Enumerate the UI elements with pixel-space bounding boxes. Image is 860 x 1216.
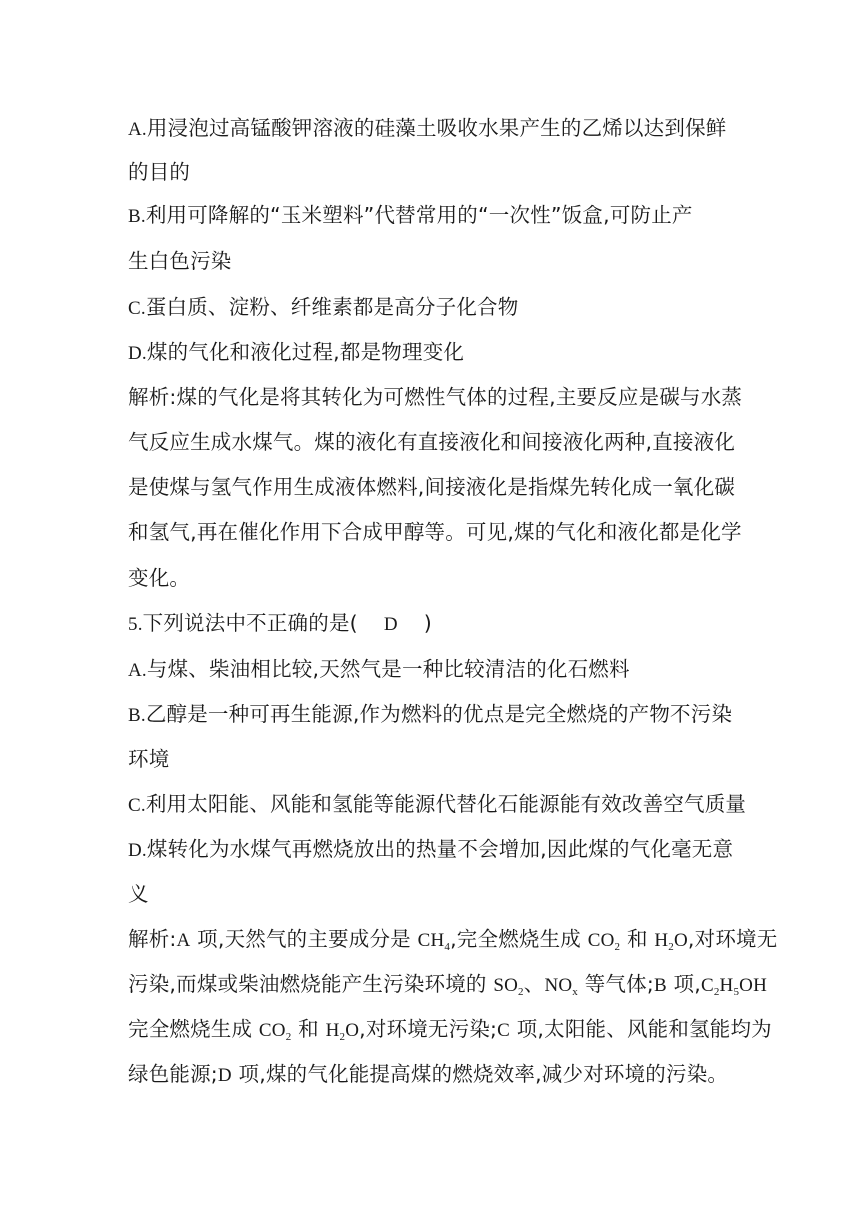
analysis-text: ,对环境无 (687, 927, 778, 951)
option-ref: C (497, 1020, 511, 1041)
analysis-text: 项,太阳能、风能和氢能均为 (510, 1017, 772, 1041)
q4-option-d (128, 337, 464, 369)
analysis-text: 和 (620, 927, 655, 951)
option-letter: B. (128, 206, 146, 227)
q5-analysis-line3 (128, 1014, 772, 1048)
formula-text: NO (544, 975, 573, 996)
q5-option-b-line1 (128, 699, 732, 731)
formula-text: SO (493, 975, 519, 996)
option-letter: A. (128, 660, 147, 681)
analysis-text: 完全燃烧生成 (128, 1017, 259, 1041)
option-letter: C. (128, 298, 146, 319)
analysis-text: 等气体; (578, 972, 654, 996)
option-text: 煤转化为水煤气再燃烧放出的热量不会增加,因此煤的气化毫无意 (146, 837, 734, 861)
option-text: 利用可降解的“玉米塑料”代替常用的“一次性”饭盒,可防止产 (145, 203, 693, 227)
q4-option-b-line2: 生白色污染 (128, 249, 232, 273)
q4-option-c (128, 292, 518, 324)
option-letter: A. (128, 119, 147, 140)
formula-text: OH (739, 975, 767, 996)
formula-subscript: 2 (518, 986, 524, 998)
analysis-text: 项, (666, 972, 701, 996)
formula-subscript: 4 (444, 941, 451, 953)
q5-analysis-line1 (128, 924, 777, 958)
option-text: 利用太阳能、风能和氢能等能源代替化石能源能有效改善空气质量 (145, 792, 747, 816)
q5-analysis-line4 (128, 1059, 728, 1091)
option-letter: B. (128, 705, 146, 726)
formula-text: H (325, 1020, 340, 1041)
option-text: 煤的气化和液化过程,都是物理变化 (146, 340, 465, 364)
q5-option-a (128, 654, 630, 686)
analysis-text: ,对环境无污染; (359, 1017, 498, 1041)
q5-option-c (128, 789, 746, 821)
formula-text: C (700, 975, 714, 996)
analysis-label: 解析: (128, 927, 177, 951)
formula-text: H (719, 975, 734, 996)
q4-analysis-line1: 解析:煤的气化是将其转化为可燃性气体的过程,主要反应是碳与水蒸 (128, 385, 743, 409)
formula-subscript: 2 (668, 941, 674, 953)
option-letter: C. (128, 795, 146, 816)
formula-subscript: 2 (339, 1031, 346, 1043)
q4-analysis-line4: 和氢气,再在催化作用下合成甲醇等。可见,煤的气化和液化都是化学 (128, 520, 742, 544)
option-ref: D (217, 1065, 232, 1086)
formula-subscript: 5 (733, 986, 740, 998)
q5-analysis-line2 (128, 969, 767, 1003)
formula-text: O (345, 1020, 360, 1041)
formula-text: CO (258, 1020, 286, 1041)
formula-subscript: 2 (713, 986, 720, 998)
q4-option-b-line1 (128, 200, 693, 232)
analysis-text: ,完全燃烧生成 (450, 927, 588, 951)
option-letter: D. (128, 343, 147, 364)
option-text: 与煤、柴油相比较,天然气是一种比较清洁的化石燃料 (146, 657, 630, 681)
q5-option-b-line2: 环境 (128, 747, 170, 771)
analysis-text: 和 (291, 1017, 326, 1041)
option-ref: A (176, 930, 191, 951)
q5-stem (128, 608, 432, 640)
q4-option-a-line1 (128, 113, 726, 145)
option-letter: D. (128, 840, 147, 861)
formula-subscript: x (572, 986, 578, 998)
formula-subscript: 2 (285, 1031, 292, 1043)
analysis-text: 项,煤的气化能提高煤的燃烧效率,减少对环境的污染。 (231, 1062, 729, 1086)
analysis-text: 污染,而煤或柴油燃烧能产生污染环境的 (128, 972, 494, 996)
q4-analysis-line5: 变化。 (128, 566, 191, 590)
q4-analysis-line2: 气反应生成水煤气。煤的液化有直接液化和间接液化两种,直接液化 (128, 430, 736, 454)
option-text: 用浸泡过高锰酸钾溶液的硅藻土吸收水果产生的乙烯以达到保鲜 (146, 116, 727, 140)
question-number: 5. (128, 614, 143, 635)
analysis-text: 、 (523, 972, 545, 996)
formula-text: CH (417, 930, 445, 951)
formula-subscript: 2 (614, 941, 621, 953)
q4-option-a-line2: 的目的 (128, 160, 191, 184)
formula-text: O (674, 930, 688, 951)
option-text: 蛋白质、淀粉、纤维素都是高分子化合物 (145, 295, 519, 319)
formula-text: H (654, 930, 669, 951)
question-stem: 下列说法中不正确的是( (142, 611, 358, 635)
analysis-text: 绿色能源; (128, 1062, 218, 1086)
option-text: 乙醇是一种可再生能源,作为燃料的优点是完全燃烧的产物不污染 (145, 702, 733, 726)
q5-option-d-line1 (128, 834, 733, 866)
formula-text: CO (587, 930, 615, 951)
stem-close-paren: ) (423, 611, 432, 635)
q4-analysis-line3: 是使煤与氢气作用生成液体燃料,间接液化是指煤先转化成一氧化碳 (128, 475, 736, 499)
answer-letter: D (383, 614, 398, 635)
option-ref: B (653, 975, 667, 996)
q5-option-d-line2: 义 (128, 882, 149, 906)
analysis-text: 项,天然气的主要成分是 (190, 927, 418, 951)
